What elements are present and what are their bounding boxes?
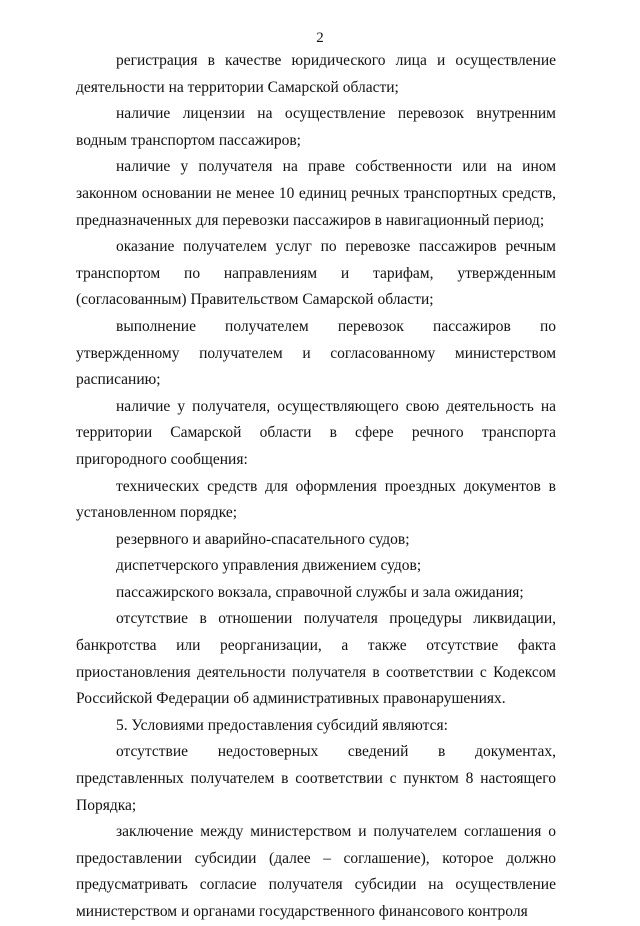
paragraph-dispatch-control: диспетчерского управления движением судов; [116, 557, 422, 575]
paragraph-passenger-terminal: пассажирского вокзала, справочной службы и зала ожидания; [116, 583, 524, 601]
paragraph-agreement: заключение между министерством и получателем соглашения о предоставлении субсидии (далее – соглашение), которое должно предусматривать согласие получателя субсидии на осуществление министерством и органами государственного финансового контроля [76, 823, 556, 920]
paragraph-no-liquidation: отсутствие в отношении получателя процедуры ликвидации, банкротства или реорганизации, а также отсутствие факта приостановления деятельности получателя в соответствии с Кодексом Российской Федерации об административных правонарушениях. [76, 610, 556, 708]
paragraph-schedule: выполнение получателем перевозок пассажиров по утвержденному получателем и согласованному министерством расписанию; [76, 317, 556, 389]
paragraph-ticketing-means: технических средств для оформления проездных документов в установленном порядке; [76, 477, 556, 522]
paragraph-registration: регистрация в качестве юридического лица и осуществление деятельности на территории Самарской области; [76, 52, 556, 96]
paragraph-suburban-requirements: наличие у получателя, осуществляющего свою деятельность на территории Самарской области в сфере речного транспорта пригородного сообщения: [76, 397, 556, 468]
paragraph-license: наличие лицензии на осуществление перевозок внутренним водным транспортом пассажиров; [76, 105, 556, 149]
paragraph-vessels-ownership: наличие у получателя на праве собственности или на ином законном основании не менее 10 единиц речных транспортных средств, предназначенных для перевозки пассажиров в навигационный период; [76, 158, 556, 229]
paragraph-no-false-info: отсутствие недостоверных сведений в документах, представленных получателем в соответствии с пунктом 8 настоящего Порядка; [76, 743, 556, 814]
document-body [76, 48, 556, 926]
paragraph-transport-services: оказание получателем услуг по перевозке пассажиров речным транспортом по направлениям и тарифам, утвержденным (согласованным) Правительством Самарской области; [76, 238, 556, 309]
paragraph-reserve-vessels: резервного и аварийно-спасательного судов; [116, 530, 410, 548]
page-number: 2 [316, 30, 324, 46]
paragraph-section-5-heading: 5. Условиями предоставления субсидий являются: [116, 716, 448, 734]
